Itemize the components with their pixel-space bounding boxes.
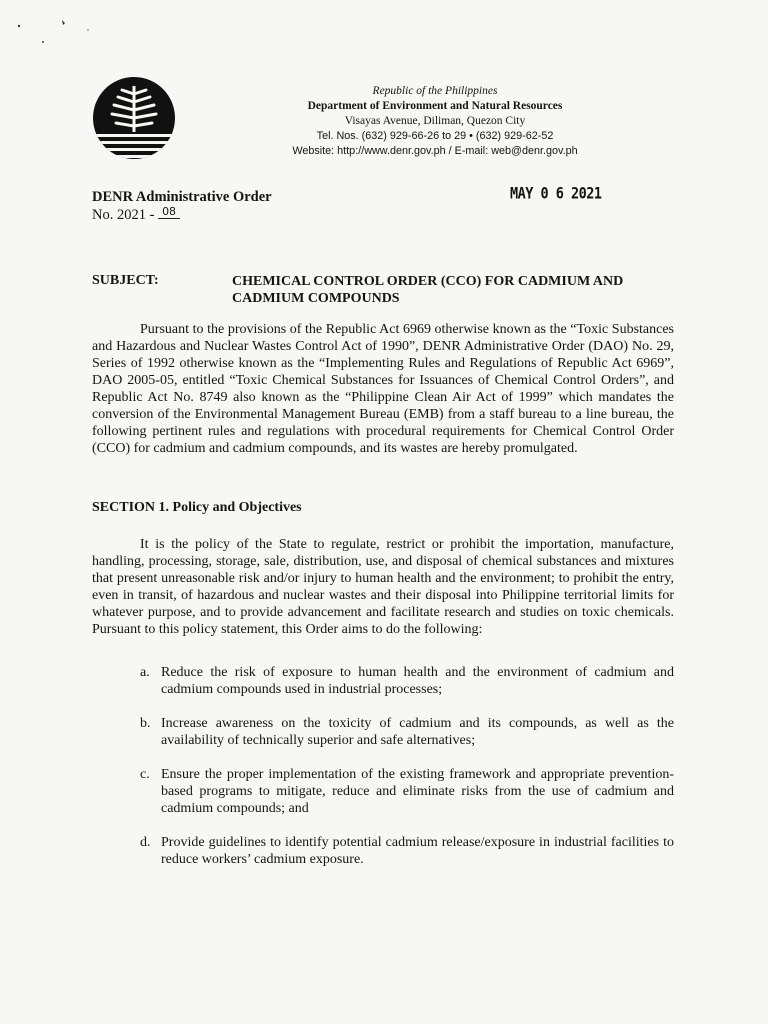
policy-paragraph: It is the policy of the State to regulate, restrict or prohibit the importation, manufacture, handling, processing, storage, sale, distribution, use, and disposal of chemical substances and mixtures that present unreasonable risk and/or injury to human health and the environment; to prohibit the entry, even in transit, of hazardous and nuclear wastes and their disposal into Philippine territorial limits for whatever purpose, and to provide advancement and facilitate research and studies on toxic chemicals. Pursuant to this policy statement, this Order aims to do the following: — [92, 537, 674, 637]
subject-label: SUBJECT: — [92, 273, 159, 288]
list-item-letter: b. — [140, 716, 151, 731]
section-heading: SECTION 1. Policy and Objectives — [92, 500, 302, 515]
letterhead-department: Department of Environment and Natural Resources — [307, 100, 563, 112]
list-item — [92, 664, 674, 698]
list-item-letter: d. — [140, 835, 151, 850]
list-item-text: Reduce the risk of exposure to human health and the environment of cadmium and cadmium compounds used in industrial processes; — [161, 665, 674, 697]
list-item — [92, 834, 674, 868]
order-number-handwritten: 08 — [158, 206, 180, 219]
letterhead — [270, 84, 600, 159]
list-item — [92, 715, 674, 749]
list-item-text: Provide guidelines to identify potential cadmium release/exposure in industrial facilities to reduce workers’ cadmium exposure. — [161, 835, 674, 867]
letterhead-address: Visayas Avenue, Diliman, Quezon City — [344, 115, 526, 127]
letterhead-web: Website: http://www.denr.gov.ph / E-mail: web@denr.gov.ph — [292, 145, 578, 157]
letterhead-tel: Tel. Nos. (632) 929-66-26 to 29 • (632) 929-62-52 — [316, 130, 554, 142]
order-number — [92, 206, 272, 224]
list-item-text: Increase awareness on the toxicity of cadmium and its compounds, as well as the availability of technically superior and safe alternatives; — [161, 716, 674, 748]
order-block — [92, 188, 272, 224]
list-item — [92, 766, 674, 817]
list-item-letter: a. — [140, 665, 150, 680]
subject-text: CHEMICAL CONTROL ORDER (CCO) FOR CADMIUM AND CADMIUM COMPOUNDS — [232, 274, 624, 306]
list-item-letter: c. — [140, 767, 150, 782]
letterhead-republic: Republic of the Philippines — [372, 85, 498, 97]
scan-specks — [0, 0, 120, 60]
order-title: DENR Administrative Order — [92, 189, 272, 205]
list-item-text: Ensure the proper implementation of the existing framework and appropriate prevention-based programs to mitigate, reduce and eliminate risks from the use of cadmium and cadmium compounds; and — [161, 767, 674, 816]
objectives-list — [92, 664, 674, 885]
preamble-paragraph: Pursuant to the provisions of the Republic Act 6969 otherwise known as the “Toxic Substances and Hazardous and Nuclear Wastes Control Act of 1990”, DENR Administrative Order (DAO) No. 29, Series of 1992 otherwise known as the “Implementing Rules and Regulations of Republic Act 6969”, DAO 2005-05, entitled “Toxic Chemical Substances for Issuances of Chemical Control Orders”, and Republic Act No. 8749 also known as the “Philippine Clean Air Act of 1999” which mandates the conversion of the Environmental Management Bureau (EMB) from a staff bureau to a line bureau, the following pertinent rules and regulations with procedural requirements for Chemical Control Order (CCO) for cadmium and cadmium compounds, and its wastes are hereby promulgated. — [92, 322, 674, 456]
denr-seal-icon — [92, 76, 176, 160]
date-stamp: MAY 0 6 2021 — [510, 184, 602, 204]
order-number-prefix: No. 2021 - — [92, 207, 155, 223]
